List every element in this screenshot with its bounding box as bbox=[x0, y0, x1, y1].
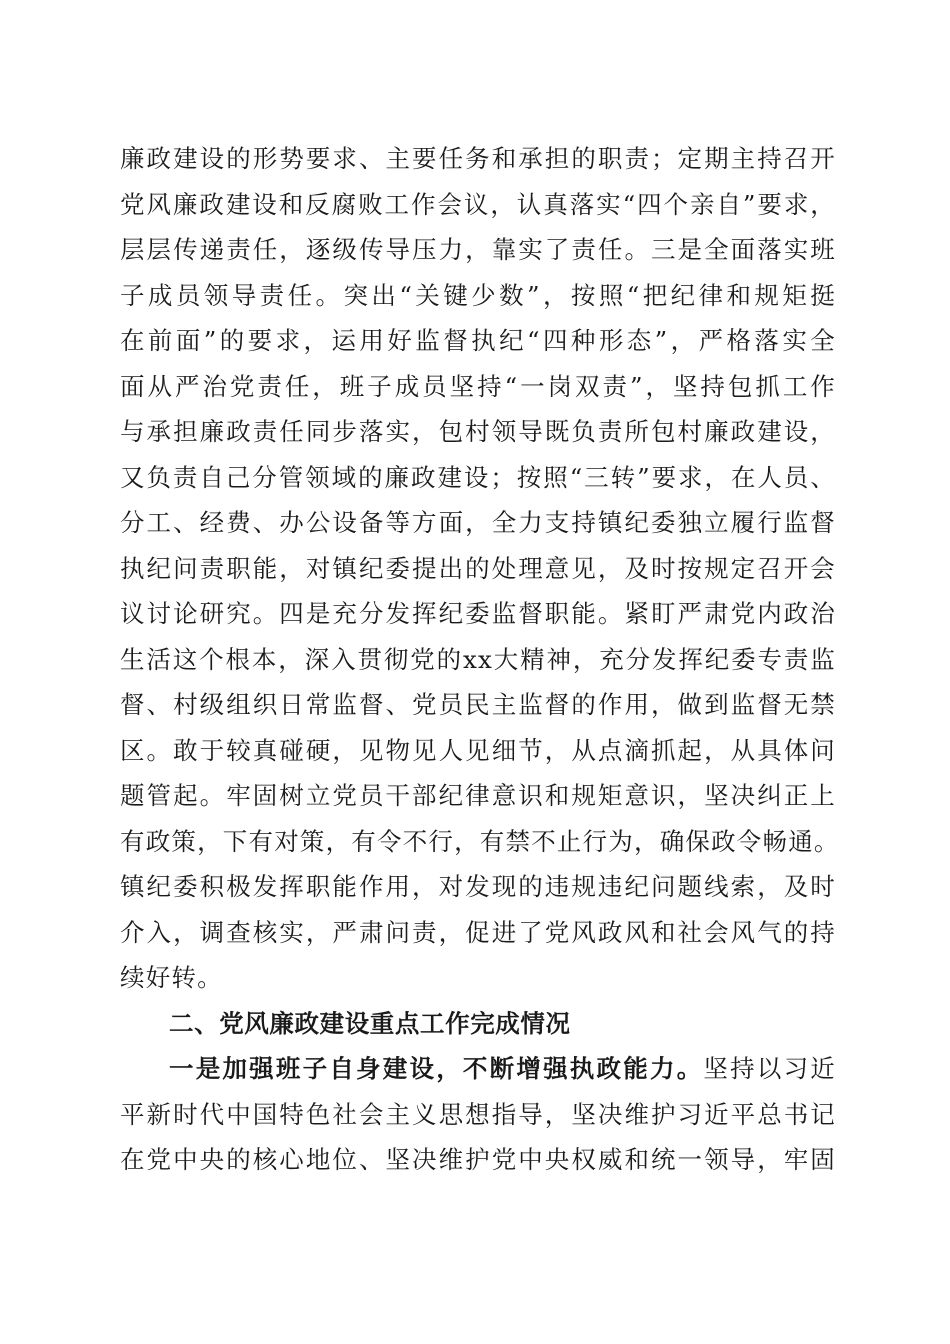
text-line: 续好转。 bbox=[120, 963, 223, 992]
text-line: 平新时代中国特色社会主义思想指导，坚决维护习近平总书记 bbox=[120, 1099, 836, 1129]
text-line: 有政策，下有对策，有令不行，有禁不止行为，确保政令畅通。 bbox=[120, 826, 840, 856]
text-line: 党风廉政建设和反腐败工作会议，认真落实“四个亲自”要求， bbox=[120, 189, 836, 219]
text-line: 与承担廉政责任同步落实，包村领导既负责所包村廉政建设， bbox=[120, 417, 836, 446]
text-line bbox=[120, 1046, 836, 1092]
text-line: 在前面”的要求，运用好监督执纪“四种形态”，严格落实全 bbox=[120, 326, 836, 355]
text-line: 议讨论研究。四是充分发挥纪委监督职能。紧盯严肃党内政治 bbox=[120, 599, 836, 628]
text-line: 执纪问责职能，对镇纪委提出的处理意见，及时按规定召开会 bbox=[120, 553, 836, 583]
text-line: 生活这个根本，深入贯彻党的xx大精神，充分发挥纪委专责监 bbox=[120, 644, 836, 674]
text-line: 督、村级组织日常监督、党员民主监督的作用，做到监督无禁 bbox=[120, 690, 836, 719]
text-line: 在党中央的核心地位、坚决维护党中央权威和统一领导，牢固 bbox=[120, 1145, 836, 1174]
text-line: 区。敢于较真碰硬，见物见人见细节，从点滴抓起，从具体问 bbox=[120, 735, 836, 765]
text-line: 题管起。牢固树立党员干部纪律意识和规矩意识，坚决纠正上 bbox=[120, 781, 836, 810]
paragraph-lead-sentence: 一是加强班子自身建设，不断增强执政能力。 bbox=[169, 1054, 704, 1083]
section-heading: 二、党风廉政建设重点工作完成情况 bbox=[169, 1008, 571, 1038]
text-line: 面从严治党责任，班子成员坚持“一岗双责”，坚持包抓工作 bbox=[120, 371, 836, 401]
text-line: 廉政建设的形势要求、主要任务和承担的职责；定期主持召开 bbox=[120, 144, 836, 173]
text-run: 坚持以习近 bbox=[703, 1054, 837, 1083]
paragraph-responsibility bbox=[120, 136, 840, 1001]
text-line: 分工、经费、办公设备等方面，全力支持镇纪委独立履行监督 bbox=[120, 508, 836, 537]
text-line: 镇纪委积极发挥职能作用，对发现的违规违纪问题线索，及时 bbox=[120, 872, 836, 901]
text-line: 层层传递责任，逐级传导压力，靠实了责任。三是全面落实班 bbox=[120, 235, 836, 264]
paragraph-team-building bbox=[120, 1046, 836, 1183]
text-line: 介入，调查核实，严肃问责，促进了党风政风和社会风气的持 bbox=[120, 917, 836, 947]
document-body bbox=[120, 136, 840, 1183]
text-line: 子成员领导责任。突出“关键少数”，按照“把纪律和规矩挺 bbox=[120, 280, 836, 310]
text-line: 又负责自己分管领域的廉政建设；按照“三转”要求，在人员、 bbox=[120, 462, 836, 492]
